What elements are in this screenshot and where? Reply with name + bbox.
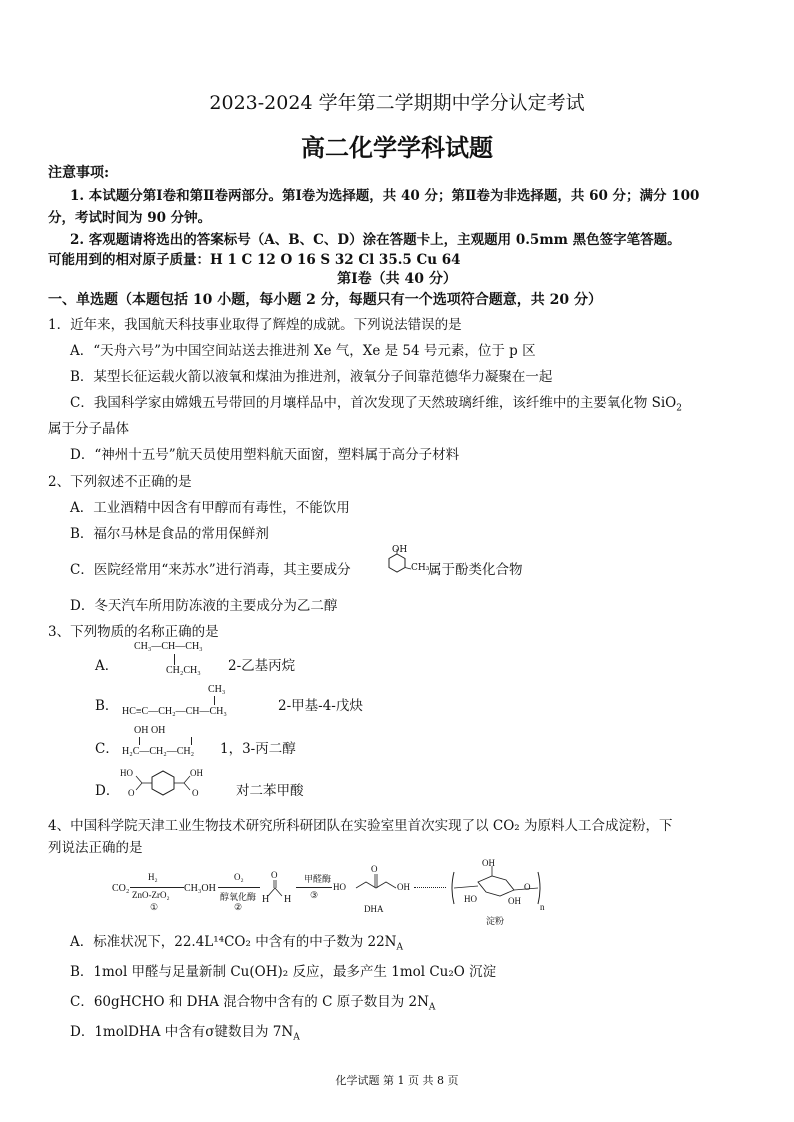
- scheme-starch-o: O: [524, 882, 531, 892]
- q4-option-a: [70, 930, 403, 953]
- q2-option-c-post: 属于酚类化合物: [428, 562, 523, 578]
- q2-option-d: D．冬天汽车所用防冻液的主要成分为乙二醇: [70, 598, 338, 614]
- scheme-starch-label: 淀粉: [486, 916, 505, 926]
- q2-c-ch3: CH₃: [411, 563, 430, 573]
- scheme-co2: CO₂: [112, 883, 130, 894]
- subject-title: 高二化学学科试题: [301, 133, 493, 162]
- q3-b-struct-main: HC≡C—CH₂—CH—CH₃: [122, 706, 227, 717]
- q1-option-c-text: C．我国科学家由嫦娥五号带回的月壤样品中，首次发现了天然玻璃纤维，该纤维中的主要氧化物 SiO: [70, 395, 677, 411]
- q1-option-c: [70, 391, 682, 414]
- q3-c-bond1: [139, 737, 140, 745]
- scheme-starch-ho: HO: [464, 894, 477, 904]
- scheme-h2: H₂: [148, 872, 158, 882]
- q4-option-d-sub: A: [293, 1032, 300, 1043]
- q4-option-d: [70, 1020, 300, 1043]
- notice-heading: 注意事项:: [48, 165, 110, 181]
- q1-option-c-cont: 属于分子晶体: [48, 421, 129, 437]
- q3-d-ho: HO: [120, 768, 133, 778]
- q3-b-bond: [214, 696, 215, 705]
- scheme-enzyme3: 甲醛酶: [304, 874, 332, 884]
- q4-option-a-sub: A: [396, 942, 403, 953]
- q3-a-bond: [174, 654, 175, 665]
- q2-c-oh: OH: [392, 545, 408, 555]
- q1-option-a: A．“天舟六号”为中国空间站送去推进剂 Xe 气，Xe 是 54 号元素，位于 p 区: [70, 343, 536, 359]
- q3-d-o1: O: [128, 788, 135, 798]
- scheme-starch-oh: OH: [508, 896, 521, 906]
- exam-title: 2023-2024 学年第二学期期中学分认定考试: [209, 92, 585, 114]
- scheme-dha-ho: HO: [333, 882, 346, 892]
- q4-option-c-text: C．60gHCHO 和 DHA 混合物中含有的 C 原子数目为 2N: [70, 994, 429, 1010]
- scheme-ch3oh: CH₃OH: [184, 883, 216, 894]
- q3-c-struct-main: H₂C—CH₂—CH₂: [122, 746, 195, 757]
- q4-option-d-text: D．1molDHA 中含有σ键数目为 7N: [70, 1024, 294, 1040]
- scheme-arrow-2: [218, 887, 260, 888]
- section-title: 一、单选题（本题包括 10 小题，每小题 2 分，每题只有一个选项符合题意，共 20 分）: [48, 292, 602, 308]
- scheme-arrow-1: [130, 887, 184, 888]
- scheme-cat1: ZnO-ZrO₂: [132, 890, 170, 900]
- scheme-formaldehyde-o: O: [271, 870, 278, 880]
- q4-option-c-sub: A: [428, 1002, 436, 1013]
- q3-c-bond2: [191, 737, 192, 745]
- scheme-cat2: 醇氧化酶: [220, 892, 257, 902]
- q3-a-struct-bottom: CH₂CH₃: [166, 665, 201, 676]
- q3-option-a-label: A．: [95, 658, 119, 674]
- part1-title: 第Ⅰ卷（共 40 分）: [337, 271, 457, 287]
- scheme-dha-oh: OH: [397, 882, 410, 892]
- q3-a-struct-top: CH₃—CH—CH₃: [134, 641, 203, 652]
- q4-option-c: [70, 990, 435, 1013]
- scheme-step1: ①: [150, 902, 159, 912]
- q3-b-struct-top: CH₃: [208, 684, 226, 695]
- scheme-starch-oh-top: OH: [482, 858, 495, 868]
- q1-option-b: B．某型长征运载火箭以液氧和煤油为推进剂，液氧分子间靠范德华力凝聚在一起: [70, 369, 553, 385]
- q3-option-c-name: 1，3-丙二醇: [220, 741, 296, 757]
- q2-stem: 2、下列叙述不正确的是: [48, 474, 192, 490]
- q1-option-d: D．“神州十五号”航天员使用塑料航天面窗，塑料属于高分子材料: [70, 447, 460, 463]
- q3-option-b-label: B．: [95, 698, 119, 714]
- notice-item1-line2: 分，考试时间为 90 分钟。: [48, 210, 212, 226]
- atomic-masses: 可能用到的相对原子质量：H 1 C 12 O 16 S 32 Cl 35.5 Cu 64: [48, 252, 461, 268]
- scheme-dha-o: O: [371, 864, 378, 874]
- q1-option-c-sub: 2: [676, 403, 682, 414]
- q3-c-struct-top: OH OH: [134, 725, 166, 736]
- scheme-h-left: H: [262, 894, 270, 905]
- scheme-dha-label: DHA: [364, 904, 384, 914]
- q3-stem: 3、下列物质的名称正确的是: [48, 624, 219, 640]
- notice-item2: 2. 客观题请将选出的答案标号（A、B、C、D）涂在答题卡上，主观题用 0.5mm 黑色签字笔答题。: [70, 232, 681, 248]
- scheme-o2: O₂: [234, 872, 244, 882]
- q4-stem-line1: 4、中国科学院天津工业生物技术研究所科研团队在实验室里首次实现了以 CO₂ 为原料人工合成淀粉，下: [48, 818, 673, 834]
- q3-option-d-name: 对二苯甲酸: [236, 783, 304, 799]
- page-footer: 化学试题 第 1 页 共 8 页: [335, 1074, 459, 1087]
- scheme-arrow-3: [296, 887, 332, 888]
- q3-d-oh: OH: [190, 768, 203, 778]
- q4-stem-line2: 列说法正确的是: [48, 840, 143, 856]
- q4-option-a-text: A．标准状况下，22.4L¹⁴CO₂ 中含有的中子数为 22N: [70, 934, 397, 950]
- q3-option-c-label: C．: [95, 741, 119, 757]
- q3-option-a-name: 2-乙基丙烷: [228, 658, 296, 674]
- q2-option-b: B．福尔马林是食品的常用保鲜剂: [70, 526, 269, 542]
- scheme-arrow-4: [414, 887, 446, 888]
- q2-option-c-pre: C．医院经常用“来苏水”进行消毒，其主要成分: [70, 562, 351, 578]
- scheme-step2: ②: [234, 902, 243, 912]
- scheme-h-right: H: [284, 894, 292, 905]
- scheme-starch-n: n: [540, 902, 545, 912]
- q1-stem: 1．近年来，我国航天科技事业取得了辉煌的成就。下列说法错误的是: [48, 317, 462, 333]
- q3-option-b-name: 2-甲基-4-戊炔: [278, 698, 363, 714]
- notice-item1-line1: 1. 本试题分第Ⅰ卷和第Ⅱ卷两部分。第Ⅰ卷为选择题，共 40 分；第Ⅱ卷为非选择题，共 60 分；满分 100: [70, 188, 700, 204]
- scheme-step3: ③: [310, 890, 319, 900]
- q4-option-b: B．1mol 甲醛与足量新制 Cu(OH)₂ 反应，最多产生 1mol Cu₂O 沉淀: [70, 964, 497, 980]
- q3-option-d-label: D．: [95, 783, 120, 799]
- q3-d-o2: O: [192, 788, 199, 798]
- q2-option-a: A．工业酒精中因含有甲醇而有毒性，不能饮用: [70, 500, 350, 516]
